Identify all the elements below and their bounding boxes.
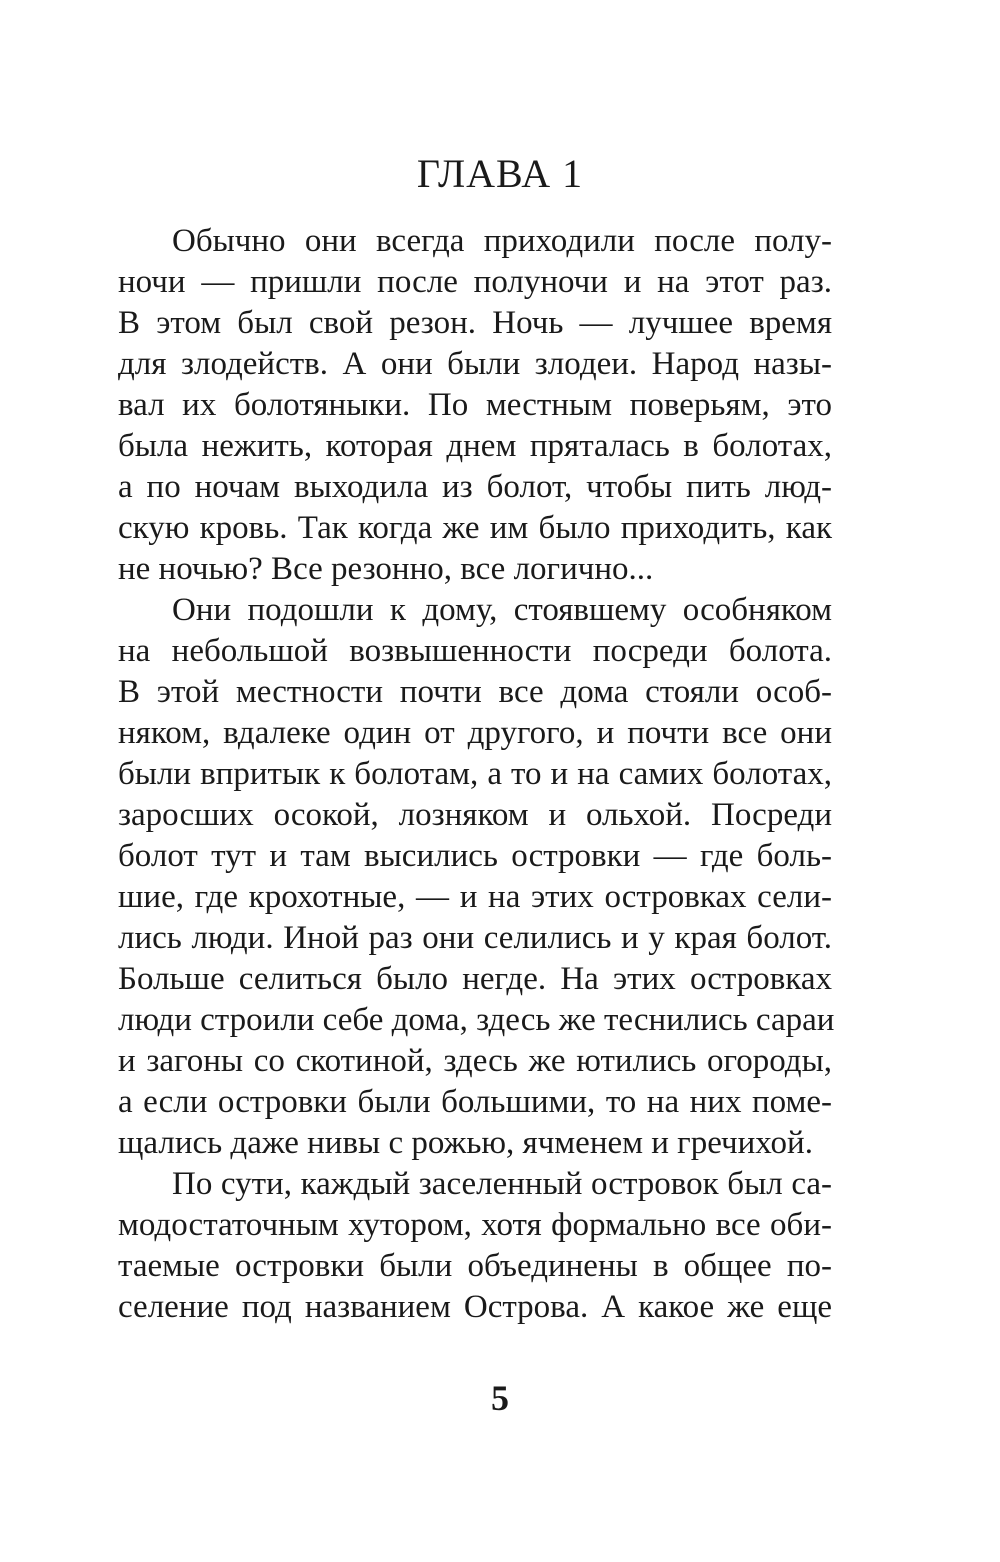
text-line: селение под названием Острова. А какое же еще — [118, 1289, 832, 1325]
paragraph — [118, 590, 835, 1164]
text-line: модостаточным хутором, хотя формально все оби- — [118, 1207, 832, 1243]
page-number: 5 — [491, 1378, 509, 1418]
paragraph — [118, 221, 832, 590]
text-line: В этом был свой резон. Ночь — лучшее время — [118, 305, 832, 341]
text-line: и загоны со скотиной, здесь же ютились огороды, — [118, 1043, 832, 1079]
text-line: лись люди. Иной раз они селились и у края болот. — [118, 920, 832, 956]
text-line: По сути, каждый заселенный островок был са- — [172, 1166, 832, 1202]
text-line: заросших осокой, лозняком и ольхой. Посреди — [118, 797, 832, 833]
text-line: для злодейств. А они были злодеи. Народ назы- — [118, 346, 832, 382]
text-line: не ночью? Все резонно, все логично... — [118, 551, 654, 587]
text-line: Обычно они всегда приходили после полу- — [172, 223, 832, 259]
text-line: няком, вдалеке один от другого, и почти все они — [118, 715, 832, 751]
text-line: вал их болотяныки. По местным поверьям, это — [118, 387, 832, 423]
text-line: болот тут и там высились островки — где боль- — [118, 838, 832, 874]
text-line: шие, где крохотные, — и на этих островках сели- — [118, 879, 832, 915]
text-line: Они подошли к дому, стоявшему особняком — [172, 592, 832, 628]
text-line: была нежить, которая днем пряталась в болотах, — [118, 428, 832, 464]
text-line: а по ночам выходила из болот, чтобы пить люд- — [118, 469, 832, 505]
chapter-title: ГЛАВА 1 — [416, 151, 584, 196]
text-line: скую кровь. Так когда же им было приходить, как — [118, 510, 832, 546]
text-line: были впритык к болотам, а то и на самих болотах, — [118, 756, 832, 792]
text-line: ночи — пришли после полуночи и на этот раз. — [118, 264, 832, 300]
text-line: а если островки были большими, то на них поме- — [118, 1084, 832, 1120]
paragraph — [118, 1164, 832, 1328]
text-line: на небольшой возвышенности посреди болота. — [118, 633, 832, 669]
text-line: щались даже нивы с рожью, ячменем и гречихой. — [118, 1125, 813, 1161]
text-line: таемые островки были объединены в общее по- — [118, 1248, 832, 1284]
text-line: В этой местности почти все дома стояли особ- — [118, 674, 832, 710]
chapter-body — [118, 221, 835, 1328]
text-line: люди строили себе дома, здесь же теснились сараи — [118, 1002, 835, 1038]
text-line: Больше селиться было негде. На этих островках — [118, 961, 832, 997]
